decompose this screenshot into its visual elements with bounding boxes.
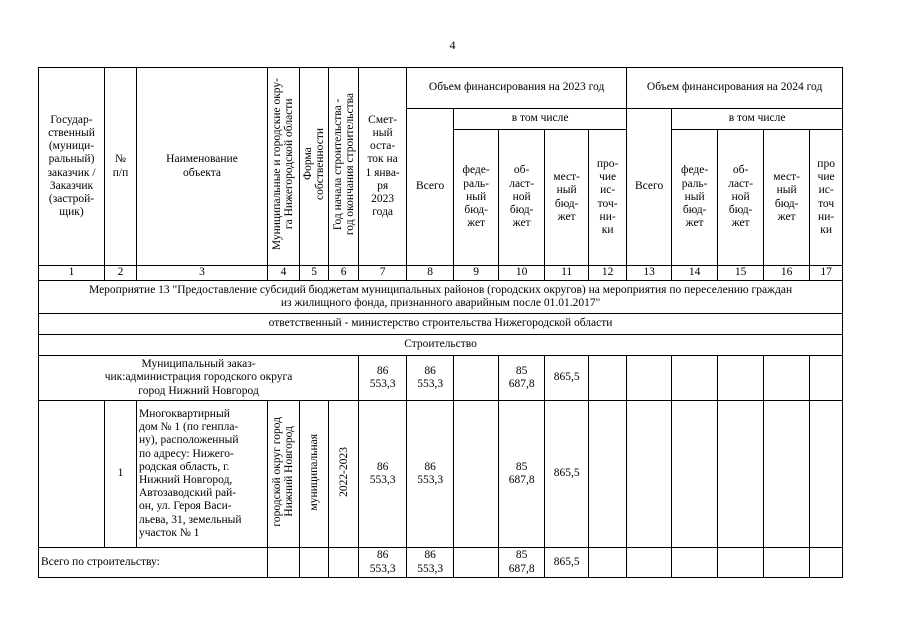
regional-2024-value — [718, 401, 764, 548]
local-2024-value — [764, 356, 810, 401]
other-2024-value — [810, 401, 843, 548]
column-number: 2 — [105, 266, 137, 281]
column-number: 15 — [718, 266, 764, 281]
other-2023-value — [589, 548, 627, 578]
header-number: № п/п — [105, 68, 137, 266]
page-number: 4 — [449, 38, 456, 52]
local-2023-value: 865,5 — [545, 356, 589, 401]
column-number: 13 — [627, 266, 672, 281]
measure-title: Мероприятие 13 "Предоставление субсидий бюджетам муниципальных районов (городских округов) на мероприятия по переселению граждан из жилищного фонда, признанного аварийным после 01.01.2017" — [39, 281, 843, 314]
federal-2023-value — [454, 548, 499, 578]
object-years: 2022-2023 — [329, 401, 359, 548]
federal-2023-value — [454, 356, 499, 401]
header-federal-2023: федe- раль- ный бюд- жет — [454, 130, 499, 266]
other-2024-value — [810, 548, 843, 578]
header-local-2024: мест- ный бюд- жет — [764, 130, 810, 266]
local-2024-value — [764, 548, 810, 578]
column-number: 14 — [672, 266, 718, 281]
regional-2023-value: 85 687,8 — [499, 401, 545, 548]
header-ownership: Форма собственности — [300, 68, 329, 266]
header-local-2023: мест- ный бюд- жет — [545, 130, 589, 266]
total-2024-value — [627, 401, 672, 548]
total-years-cell — [329, 548, 359, 578]
total-2024-value — [627, 356, 672, 401]
header-remaining: Смет- ный оста- ток на 1 янва- ря 2023 года — [359, 68, 407, 266]
column-number: 12 — [589, 266, 627, 281]
object-number: 1 — [105, 401, 137, 548]
header-customer: Государ- ственный (муници- pальный) заказчик / Заказчик (застрой- щик) — [39, 68, 105, 266]
column-number: 3 — [137, 266, 268, 281]
total-row — [39, 548, 843, 578]
total-2024-value — [627, 548, 672, 578]
section-title: Строительство — [39, 335, 843, 356]
header-regional-2024: об- ласт- ной бюд- жет — [718, 130, 764, 266]
header-other-2024: про чие ис- точ ни- ки — [810, 130, 843, 266]
total-municipality-cell — [268, 548, 300, 578]
other-2023-value — [589, 356, 627, 401]
header-financing-2023: Объем финансирования на 2023 год — [407, 68, 627, 109]
column-number: 8 — [407, 266, 454, 281]
customer-row — [39, 356, 843, 401]
other-2024-value — [810, 356, 843, 401]
local-2023-value: 865,5 — [545, 548, 589, 578]
federal-2024-value — [672, 548, 718, 578]
object-ownership: муниципальная — [300, 401, 329, 548]
regional-2024-value — [718, 356, 764, 401]
regional-2023-value: 85 687,8 — [499, 548, 545, 578]
remaining-value: 86 553,3 — [359, 401, 407, 548]
remaining-value: 86 553,3 — [359, 548, 407, 578]
header-including-2024: в том числе — [672, 109, 843, 130]
header-total-2023: Всего — [407, 109, 454, 266]
total-ownership-cell — [300, 548, 329, 578]
local-2024-value — [764, 401, 810, 548]
federal-2024-value — [672, 401, 718, 548]
column-number: 7 — [359, 266, 407, 281]
column-number: 6 — [329, 266, 359, 281]
customer-name: Муниципальный заказ- чик:администрация городского округа город Нижний Новгород — [39, 356, 359, 401]
header-other-2023: про- чие ис- точ- ни- ки — [589, 130, 627, 266]
header-object-name: Наименование объекта — [137, 68, 268, 266]
object-row — [39, 401, 843, 548]
header-years: Год начала строительства - год окончания строительства — [329, 68, 359, 266]
total-2023-value: 86 553,3 — [407, 548, 454, 578]
header-regional-2023: об- ласт- ной бюд- жет — [499, 130, 545, 266]
header-municipality: Муниципальные и городские окру- га Нижегородской области — [268, 68, 300, 266]
column-number: 10 — [499, 266, 545, 281]
header-financing-2024: Объем финансирования на 2024 год — [627, 68, 843, 109]
local-2023-value: 865,5 — [545, 401, 589, 548]
object-name: Многоквартирный дом № 1 (по генпла- ну), расположенный по адресу: Нижего- родская область, г. Нижний Новгород, Автозаводский рай- он, ул. Героя Васи- льева, 31, земельный участок № 1 — [137, 401, 268, 548]
total-2023-value: 86 553,3 — [407, 401, 454, 548]
object-municipality: городской округ город Нижний Новгород — [268, 401, 300, 548]
column-number: 17 — [810, 266, 843, 281]
total-label: Всего по строительству: — [39, 548, 268, 578]
federal-2024-value — [672, 356, 718, 401]
responsible-ministry: ответственный - министерство строительства Нижегородской области — [39, 314, 843, 335]
column-number-row — [39, 266, 843, 281]
financing-table — [38, 67, 843, 578]
header-federal-2024: федe- раль- ный бюд- жет — [672, 130, 718, 266]
federal-2023-value — [454, 401, 499, 548]
column-number: 11 — [545, 266, 589, 281]
column-number: 9 — [454, 266, 499, 281]
regional-2024-value — [718, 548, 764, 578]
column-number: 5 — [300, 266, 329, 281]
column-number: 16 — [764, 266, 810, 281]
header-total-2024: Всего — [627, 109, 672, 266]
remaining-value: 86 553,3 — [359, 356, 407, 401]
column-number: 1 — [39, 266, 105, 281]
object-customer-cell — [39, 401, 105, 548]
regional-2023-value: 85 687,8 — [499, 356, 545, 401]
other-2023-value — [589, 401, 627, 548]
header-including-2023: в том числе — [454, 109, 627, 130]
total-2023-value: 86 553,3 — [407, 356, 454, 401]
column-number: 4 — [268, 266, 300, 281]
